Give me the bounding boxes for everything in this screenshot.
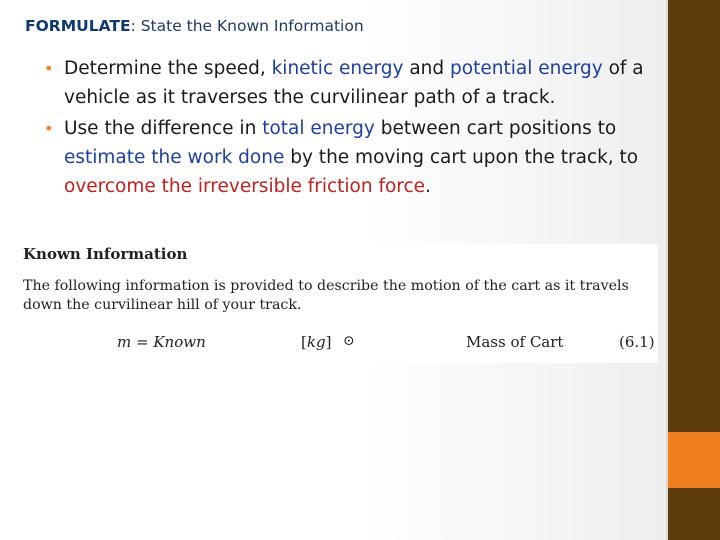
bullet-text: between cart positions to — [374, 118, 617, 139]
bullet-highlight: estimate the work done — [64, 147, 285, 168]
bullet-text: Determine the speed, — [64, 58, 272, 79]
bullet-highlight: potential energy — [450, 58, 603, 79]
bullet-text: by the moving cart upon the track, to — [284, 147, 639, 168]
bullet-text: of a vehicle as it traverses the curvilinear path of a track. — [64, 58, 644, 108]
bullet-text: Use the difference in — [64, 118, 263, 139]
document-excerpt — [20, 244, 658, 363]
equation-symbol: ⊙ — [343, 333, 355, 349]
bullet-dot-icon: • — [44, 59, 54, 78]
bullet-highlight: total energy — [262, 118, 375, 139]
equation-unit-value: kg — [306, 333, 326, 351]
slide-title — [25, 17, 364, 35]
sidebar-accent-block — [668, 432, 720, 488]
bullet-list — [44, 54, 644, 203]
bullet-dot-icon: • — [44, 119, 54, 138]
document-paragraph: The following information is provided to describe the motion of the cart as it travels down the curvilinear hill of your track. — [23, 278, 629, 313]
equation-unit: [kg] — [301, 333, 332, 351]
slide-title-text: : State the Known Information — [130, 17, 364, 35]
slide-title-keyword: FORMULATE — [25, 17, 131, 35]
equation-number: (6.1) — [619, 333, 655, 351]
bullet-highlight: kinetic energy — [271, 58, 404, 79]
bullet-item — [44, 114, 644, 201]
document-heading: Known Information — [23, 245, 188, 263]
bullet-text: and — [403, 58, 451, 79]
equation-description: Mass of Cart — [466, 333, 564, 351]
bullet-item — [44, 54, 644, 112]
equation-lhs: m = Known — [117, 333, 206, 351]
bullet-highlight-red: overcome the irreversible friction force — [64, 176, 426, 197]
bullet-text: . — [425, 176, 431, 197]
